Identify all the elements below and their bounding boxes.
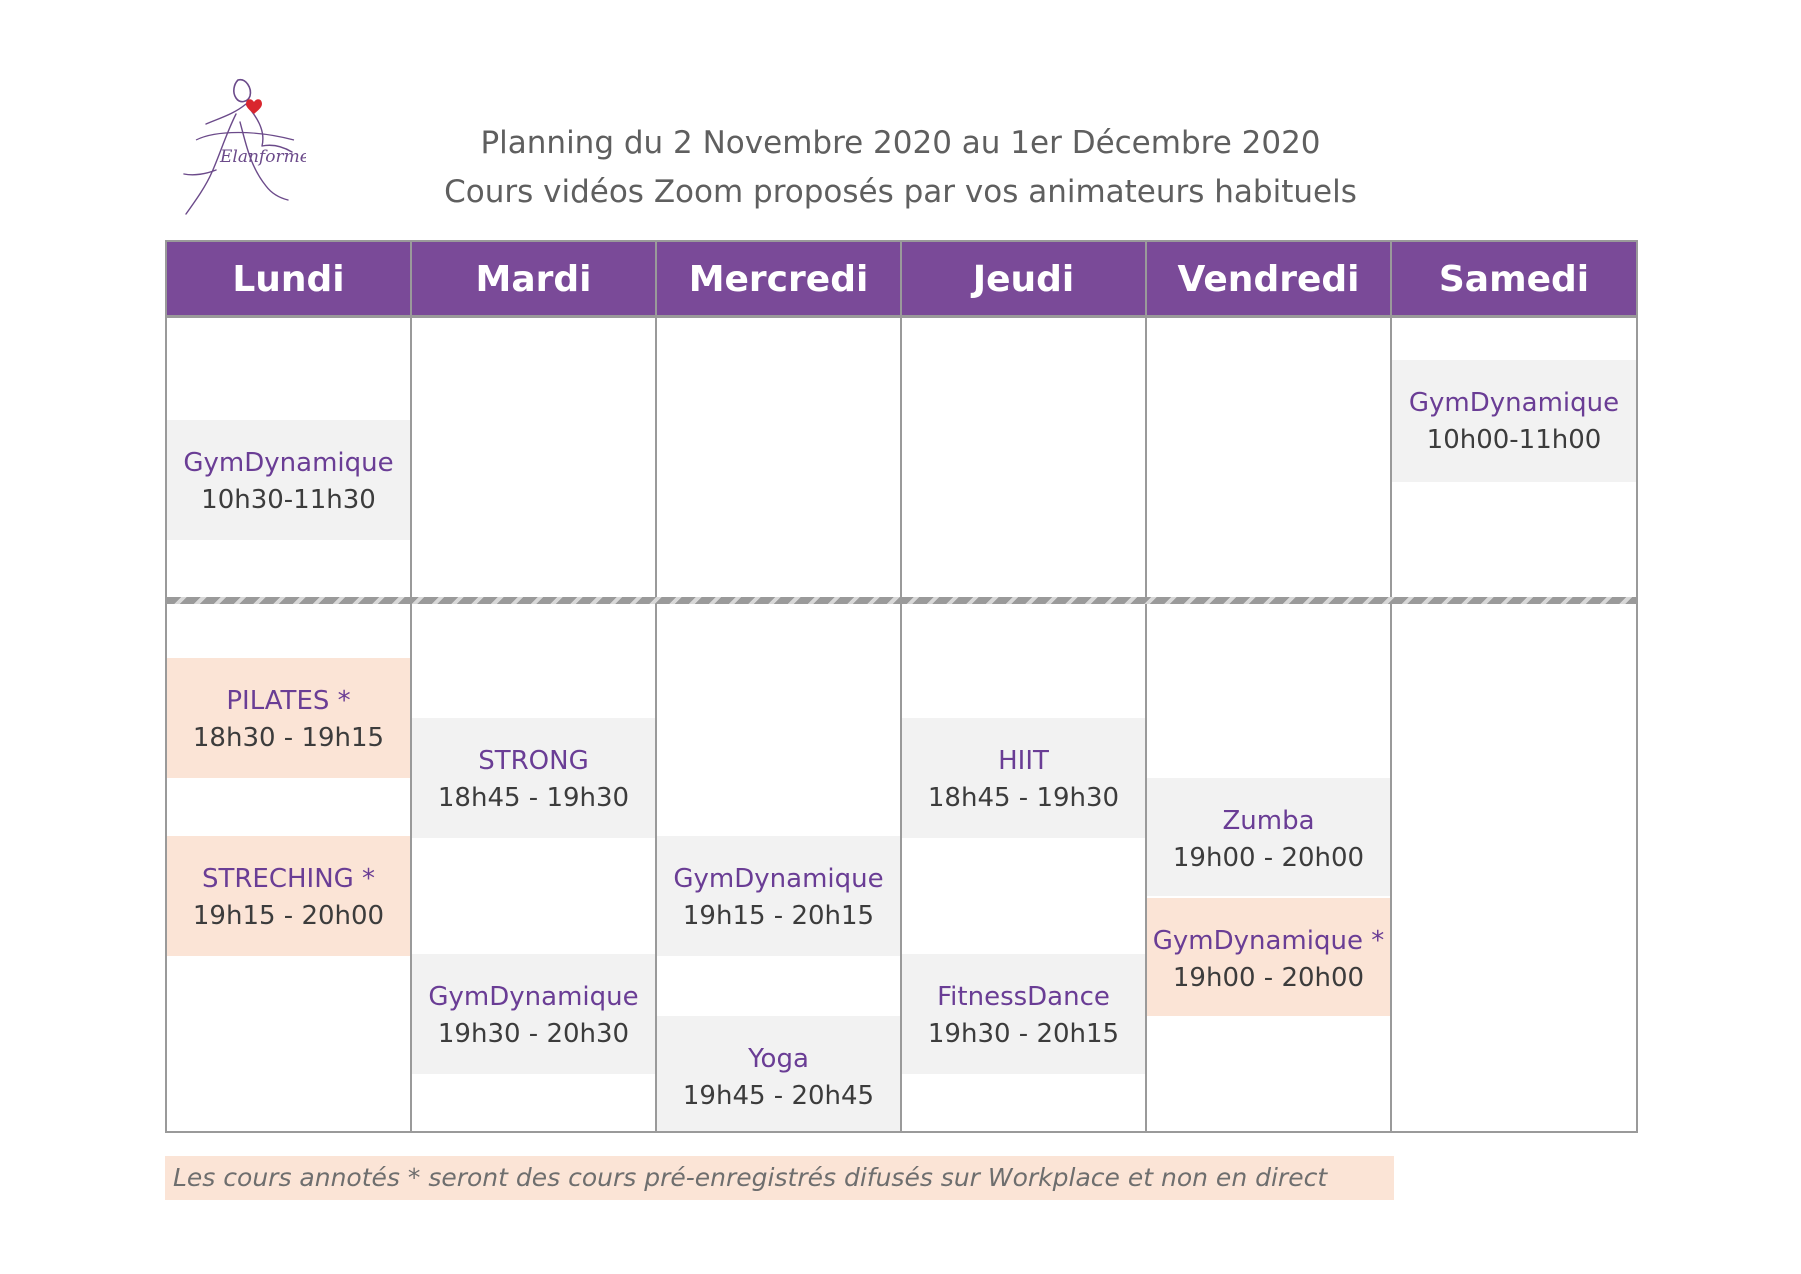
course-slot (902, 954, 1145, 1074)
day-column-vendredi (1147, 242, 1392, 1131)
day-header: Mardi (412, 242, 655, 318)
course-name: GymDynamique (673, 864, 884, 894)
course-slot (1392, 360, 1636, 482)
course-slot (1147, 898, 1390, 1016)
course-name: HIIT (998, 746, 1049, 776)
course-time: 19h00 - 20h00 (1172, 963, 1365, 993)
course-time: 19h15 - 20h15 (682, 901, 875, 931)
course-time: 10h00-11h00 (1426, 425, 1602, 455)
day-column-jeudi (902, 242, 1147, 1131)
page-subtitle: Cours vidéos Zoom proposés par vos animateurs habituels (444, 174, 1357, 210)
course-name: GymDynamique (1408, 388, 1620, 418)
course-time: 10h30-11h30 (201, 485, 376, 515)
course-time: 18h30 - 19h15 (192, 723, 385, 753)
schedule-grid (165, 240, 1638, 1133)
course-name: PILATES * (226, 686, 351, 716)
course-slot (167, 658, 410, 778)
course-time: 19h30 - 20h15 (927, 1019, 1120, 1049)
course-slot (1147, 778, 1390, 896)
course-slot (902, 718, 1145, 838)
day-header: Samedi (1392, 242, 1636, 318)
page-title: Planning du 2 Novembre 2020 au 1er Décembre 2020 (480, 125, 1321, 161)
course-time: 19h00 - 20h00 (1172, 843, 1365, 873)
course-time: 18h45 - 19h30 (437, 783, 630, 813)
day-column-lundi (167, 242, 412, 1131)
course-slot (167, 420, 410, 540)
course-time: 19h15 - 20h00 (192, 901, 385, 931)
course-name: FitnessDance (937, 982, 1110, 1012)
course-slot (657, 1016, 900, 1131)
morning-evening-divider (167, 597, 1636, 604)
course-time: 19h45 - 20h45 (682, 1081, 875, 1111)
course-slot (412, 954, 655, 1074)
day-header: Mercredi (657, 242, 900, 318)
course-time: 19h30 - 20h30 (437, 1019, 630, 1049)
course-slot (412, 718, 655, 838)
course-slot (657, 836, 900, 956)
course-name: GymDynamique (428, 982, 639, 1012)
course-slot (167, 836, 410, 956)
course-name: GymDynamique (183, 448, 394, 478)
course-name: STRONG (478, 746, 589, 776)
footnote: Les cours annotés * seront des cours pré-enregistrés difusés sur Workplace et non en direct (165, 1156, 1394, 1200)
course-name: Yoga (748, 1044, 809, 1074)
course-name: GymDynamique * (1152, 926, 1385, 956)
day-column-mardi (412, 242, 657, 1131)
course-name: STRECHING * (201, 864, 376, 894)
day-column-mercredi (657, 242, 902, 1131)
day-header: Lundi (167, 242, 410, 318)
day-column-samedi (1392, 242, 1636, 1131)
day-header: Vendredi (1147, 242, 1390, 318)
day-header: Jeudi (902, 242, 1145, 318)
course-name: Zumba (1222, 806, 1315, 836)
course-time: 18h45 - 19h30 (927, 783, 1120, 813)
logo-wordmark: Elanforme (220, 147, 306, 167)
